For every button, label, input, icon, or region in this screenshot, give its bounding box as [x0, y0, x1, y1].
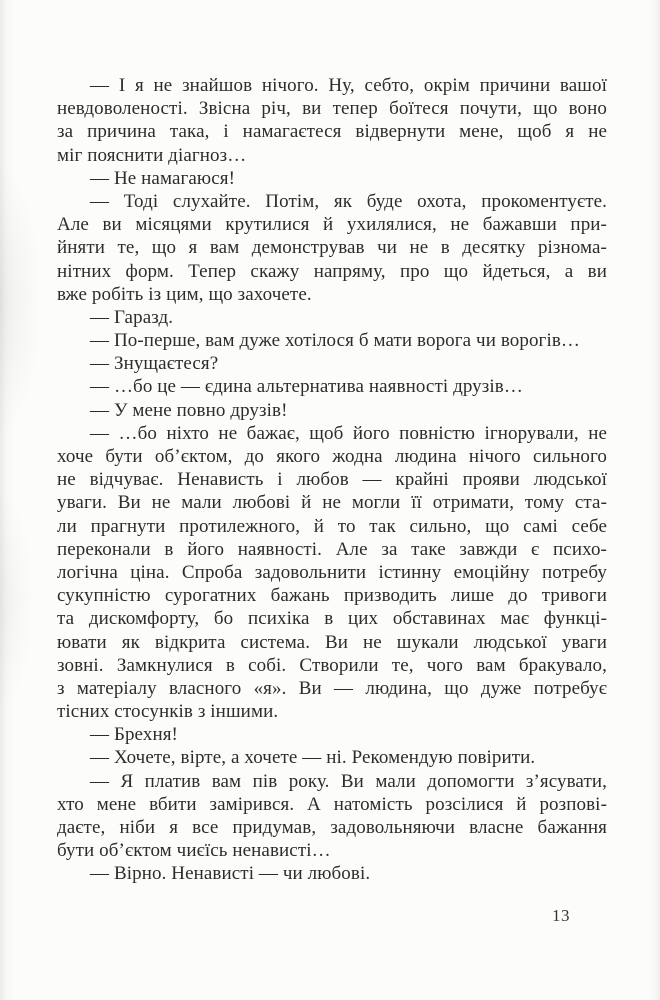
- text-line: даєте, ніби я все придумав, задовольняючи власне бажання: [57, 817, 607, 838]
- text-line: — Гаразд.: [90, 306, 174, 328]
- text-line: уваги. Ви не мали любові й не могли її отримати, тому ста-: [57, 492, 607, 514]
- text-line: хоче бути об’єктом, до якого жодна людина нічого сильного: [57, 446, 607, 467]
- text-line: Але ви місяцями крутилися й ухилялися, не бажавши при-: [57, 214, 607, 236]
- text-line: — Знущаєтеся?: [90, 353, 219, 375]
- text-line: вже робіть із цим, що захочете.: [57, 283, 312, 305]
- text-line: за причина така, і намагаєтеся відвернути мене, щоб я не: [57, 121, 607, 143]
- paragraph: [57, 74, 607, 167]
- text-line: хто мене вбити замірився. А натомість розсілися й розпові-: [57, 793, 607, 815]
- paragraph: [57, 329, 607, 352]
- text-line: невдоволеності. Звісна річ, ви тепер боїтеся почути, що воно: [57, 98, 607, 120]
- text-line: — Брехня!: [90, 724, 178, 746]
- text-line: ювати як відкрита система. Ви не шукали людської уваги: [57, 631, 607, 653]
- text-line: зовні. Замкнулися в собі. Створили те, чого вам бракувало,: [57, 654, 607, 676]
- paragraph: [57, 352, 607, 375]
- text-line: — Я платив вам пів року. Ви мали допомогти з’ясувати,: [90, 770, 607, 792]
- text-line: бути об’єктом чиєїсь ненависті…: [57, 840, 331, 862]
- paragraph: [57, 306, 607, 329]
- paragraph: [57, 375, 607, 398]
- paragraph: [57, 190, 607, 306]
- text-line: та дискомфорту, бо психіка в цих обставинах має функці-: [57, 608, 607, 630]
- text-line: логічна ціна. Спроба задовольнити істинну емоційну потребу: [57, 561, 607, 583]
- text-line: міг пояснити діагноз…: [57, 144, 247, 166]
- text-line: нітних форм. Тепер скажу напряму, про що йдеться, а ви: [57, 260, 607, 282]
- text-line: ли прагнути протилежного, й то так сильно, що самі себе: [57, 515, 607, 537]
- paragraph: [57, 723, 607, 746]
- paragraph: [57, 422, 607, 723]
- text-line: — Тоді слухайте. Потім, як буде охота, прокоментуєте.: [90, 190, 607, 212]
- text-line: йняти те, що я вам демонстрував чи не в десятку різнома-: [57, 237, 607, 259]
- text-line: — Вірно. Ненависті — чи любові.: [90, 863, 371, 885]
- text-line: — …бо це — єдина альтернатива наявності друзів…: [90, 376, 523, 398]
- text-line: не відчуває. Ненависть і любов — крайні прояви людської: [57, 469, 607, 491]
- text-line: — У мене повно друзів!: [90, 399, 288, 421]
- text-line: — По-перше, вам дуже хотілося б мати ворога чи ворогів…: [90, 330, 580, 352]
- text-line: — Хочете, вірте, а хочете — ні. Рекомендую повірити.: [90, 747, 536, 769]
- paragraph: [57, 167, 607, 190]
- text-line: — І я не знайшов нічого. Ну, себто, окрім причини вашої: [90, 75, 607, 96]
- text-block: [57, 74, 607, 886]
- text-line: тісних стосунків з іншими.: [57, 701, 279, 723]
- paragraph: [57, 399, 607, 422]
- text-line: з матеріалу власного «я». Ви — людина, що дуже потребує: [57, 677, 607, 699]
- text-line: — Не намагаюся!: [90, 167, 236, 189]
- text-line: — …бо ніхто не бажає, щоб його повністю ігнорували, не: [90, 422, 607, 444]
- text-line: сукупністю сурогатних бажань призводить лише до тривоги: [57, 585, 607, 607]
- text-line: переконали в його наявності. Але за таке завжди є психо-: [57, 538, 607, 560]
- paragraph: [57, 770, 607, 863]
- paragraph: [57, 862, 607, 885]
- page-number: 13: [552, 906, 570, 925]
- paragraph: [57, 746, 607, 769]
